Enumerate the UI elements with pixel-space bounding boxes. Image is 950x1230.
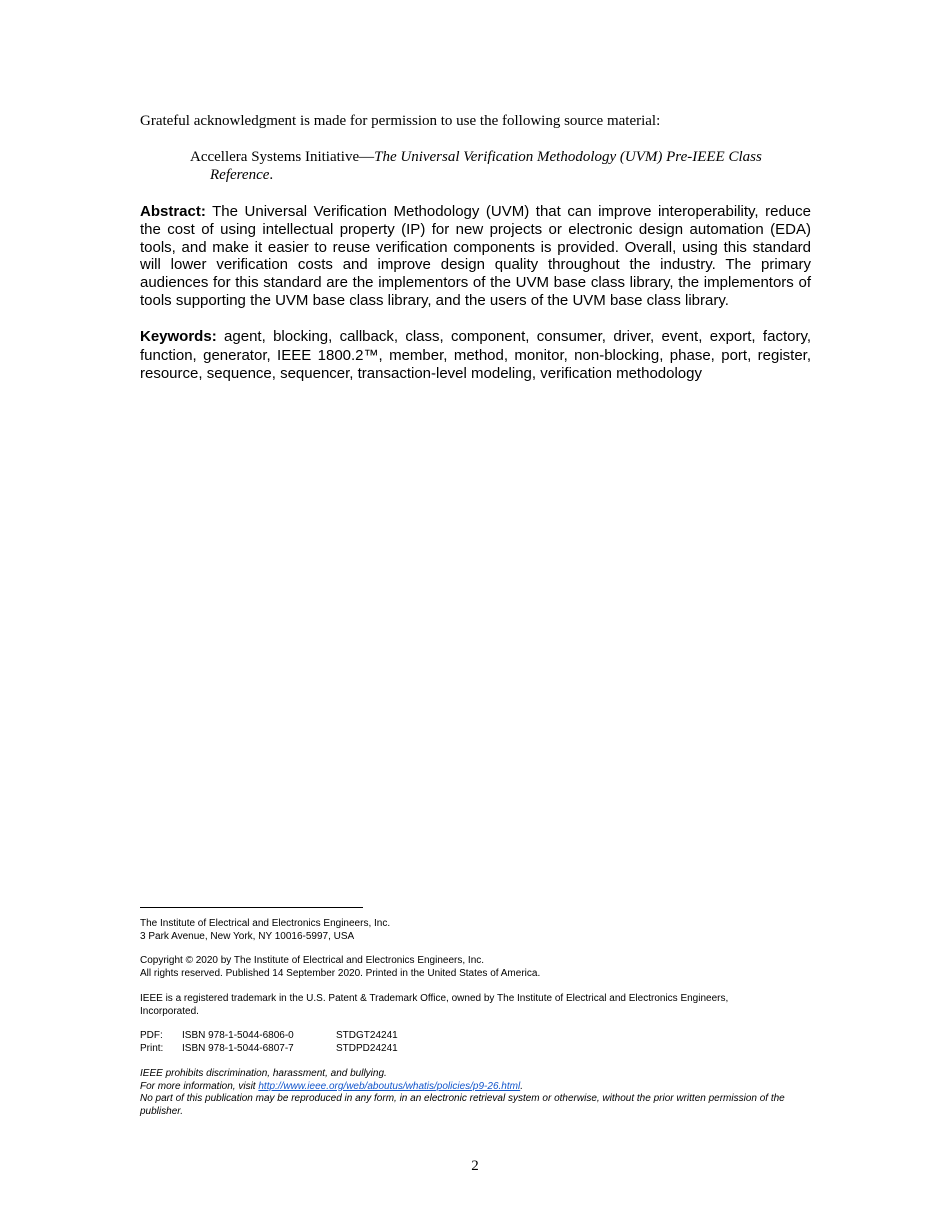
info-suffix: . <box>520 1080 523 1092</box>
keywords-label: Keywords: <box>140 328 217 345</box>
abstract-label: Abstract: <box>140 203 206 220</box>
isbn-format: Print: <box>140 1042 164 1054</box>
policy-line: IEEE prohibits discrimination, harassment, and bullying. <box>140 1068 387 1079</box>
publisher-address: 3 Park Avenue, New York, NY 10016-5997, USA <box>140 930 355 942</box>
abstract-text: The Universal Verification Methodology (UVM) that can improve interoperability, reduce the cost of using intellectual property (IP) for new projects or electronic design automation (EDA) tools, and make it easier to reuse verification components is provided. Overall, using this standard will lower verification costs and improve design quality throughout the industry. The primary audiences for this standard are the implementors of the UVM base class library, the implementors of tools supporting the UVM base class library, and the users of the UVM base class library. <box>140 203 811 309</box>
info-line <box>140 1081 812 1094</box>
isbn-block <box>140 1030 820 1055</box>
copyright-block <box>140 955 820 980</box>
isbn-code: STDPD24241 <box>336 1042 398 1054</box>
copyright-line: Copyright © 2020 by The Institute of Electrical and Electronics Engineers, Inc. <box>140 955 485 966</box>
isbn-number: ISBN 978-1-5044-6806-0 <box>182 1030 294 1041</box>
abstract-paragraph <box>140 203 811 310</box>
isbn-format: PDF: <box>140 1030 163 1041</box>
acknowledgment-source <box>190 148 770 184</box>
keywords-paragraph <box>140 328 811 384</box>
keywords-text: agent, blocking, callback, class, component, consumer, driver, event, export, factory, function, generator, IEEE 1800.2™, member, method, monitor, non-blocking, phase, port, register, resource, sequence, sequencer, transaction-level modeling, verification methodology <box>140 328 811 382</box>
acknowledgment-intro: Grateful acknowledgment is made for permission to use the following source material: <box>140 113 661 129</box>
trademark-notice: IEEE is a registered trademark in the U.S. Patent & Trademark Office, owned by The Institute of Electrical and Electronics Engineers, Incorporated. <box>140 993 729 1017</box>
isbn-row-pdf <box>140 1030 820 1043</box>
reproduction-notice: No part of this publication may be reproduced in any form, in an electronic retrieval system or otherwise, without the prior written permission of the publisher. <box>140 1093 785 1117</box>
isbn-code: STDGT24241 <box>336 1030 398 1041</box>
isbn-row-print <box>140 1043 820 1056</box>
legal-notice-block <box>140 1068 812 1118</box>
publisher-name: The Institute of Electrical and Electronics Engineers, Inc. <box>140 918 391 929</box>
isbn-number: ISBN 978-1-5044-6807-7 <box>182 1042 294 1054</box>
info-prefix: For more information, visit <box>140 1080 259 1092</box>
page-number: 2 <box>471 1158 479 1174</box>
footnote-divider <box>140 907 363 908</box>
rights-line: All rights reserved. Published 14 September 2020. Printed in the United States of America. <box>140 967 541 979</box>
source-end: . <box>269 167 274 183</box>
source-title: The Universal Verification Methodology (UVM) Pre-IEEE Class Reference <box>210 149 762 183</box>
publisher-block <box>140 918 820 943</box>
policy-link[interactable]: http://www.ieee.org/web/aboutus/whatis/policies/p9-26.html <box>258 1080 521 1092</box>
source-organization: Accellera Systems Initiative— <box>190 149 375 165</box>
